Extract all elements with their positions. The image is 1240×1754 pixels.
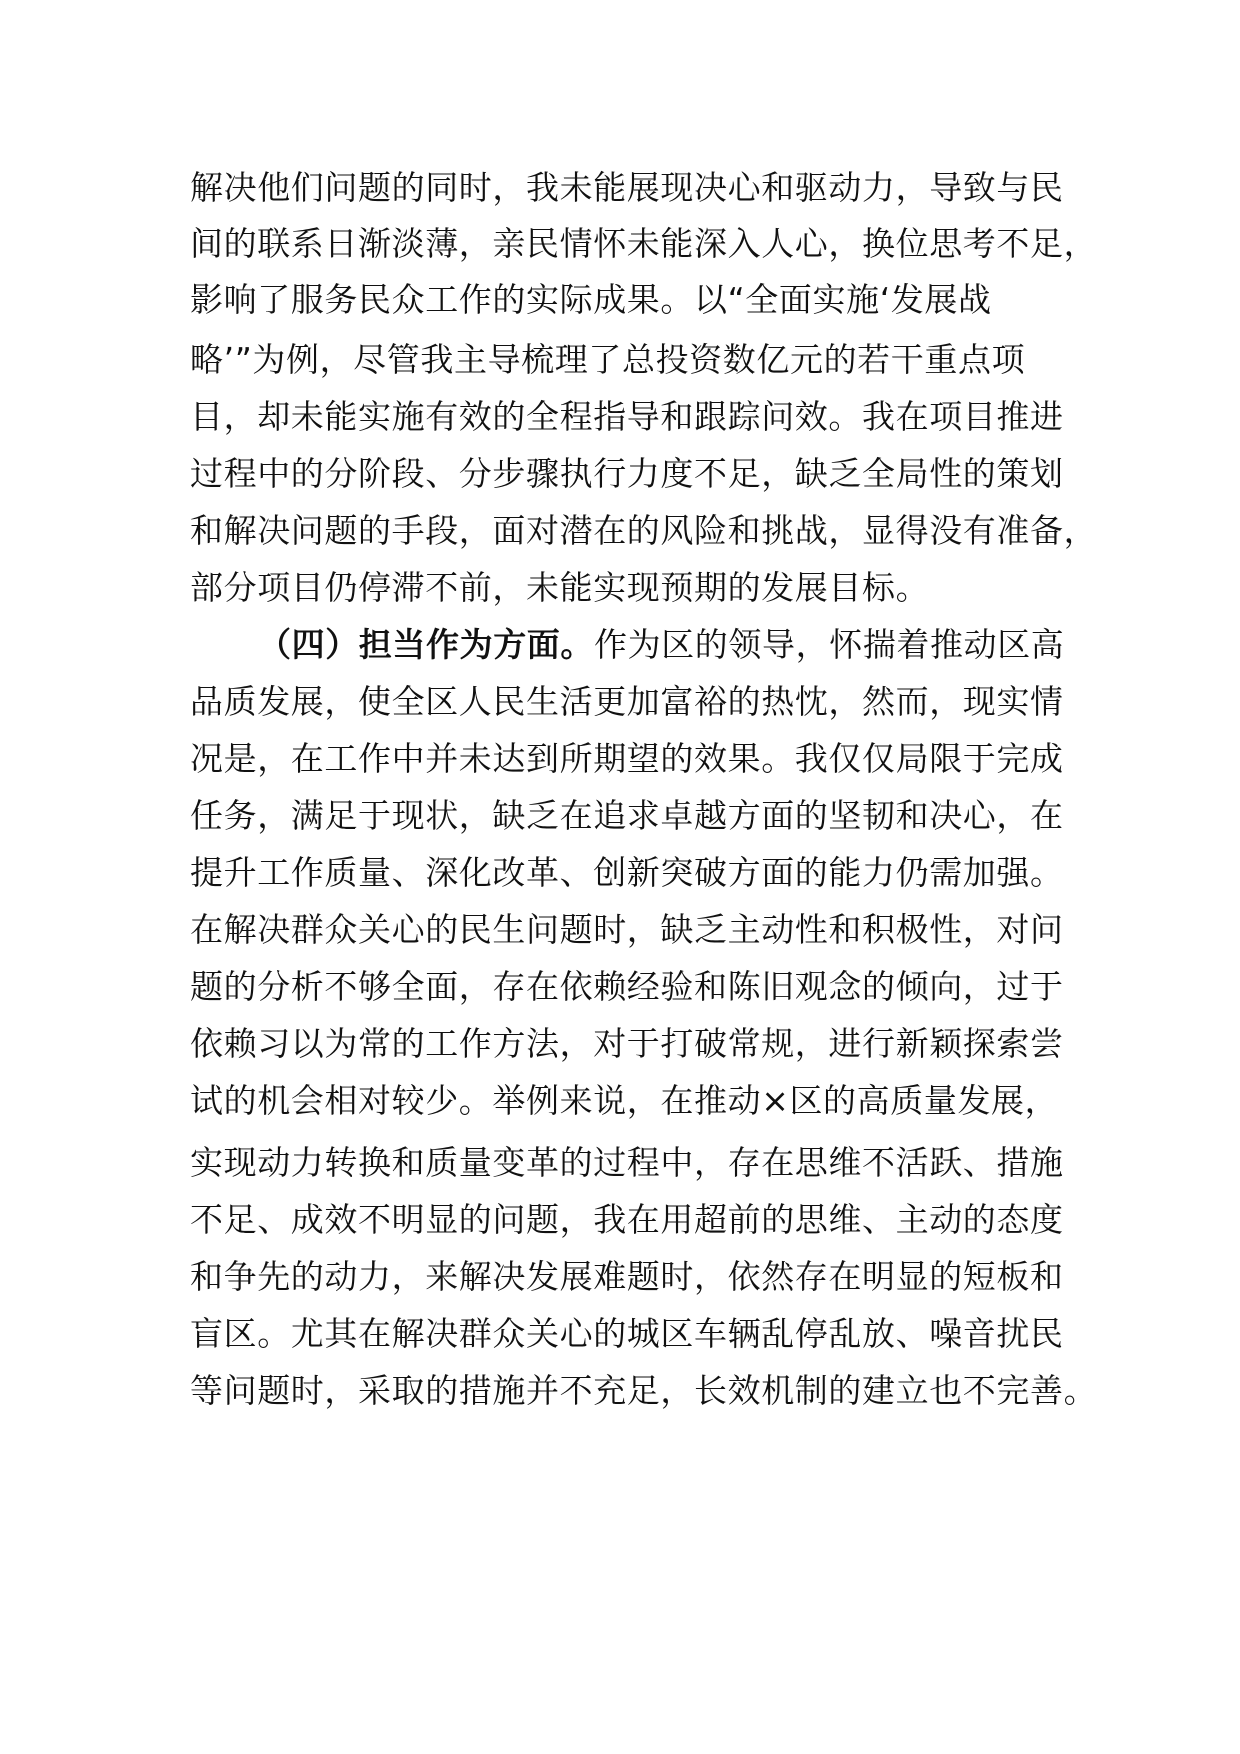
- text-line: 在解决群众关心的民生问题时，缺乏主动性和积极性，对问: [190, 910, 1064, 949]
- text-line: 品质发展，使全区人民生活更加富裕的热忱，然而，现实情: [190, 682, 1064, 721]
- text-line: 试的机会相对较少。举例来说，在推动×区的高质量发展，: [190, 1081, 1059, 1120]
- text-line: 略’”为例，尽管我主导梳理了总投资数亿元的若干重点项: [190, 340, 1026, 379]
- text-line: 和争先的动力，来解决发展难题时，依然存在明显的短板和: [190, 1257, 1064, 1296]
- text-line: 目，却未能实施有效的全程指导和跟踪问效。我在项目推进: [190, 397, 1064, 436]
- text-line: 过程中的分阶段、分步骤执行力度不足，缺乏全局性的策划: [190, 454, 1064, 493]
- text-line: 盲区。尤其在解决群众关心的城区车辆乱停乱放、噪音扰民: [190, 1314, 1064, 1353]
- text-line: 等问题时，采取的措施并不充足，长效机制的建立也不完善。: [190, 1371, 1098, 1410]
- text-line: 任务，满足于现状，缺乏在追求卓越方面的坚韧和决心，在: [190, 796, 1064, 835]
- text-line: 间的联系日渐淡薄，亲民情怀未能深入人心，换位思考不足，: [190, 224, 1098, 263]
- text-line: 部分项目仍停滞不前，未能实现预期的发展目标。: [190, 568, 930, 607]
- text-line: 况是，在工作中并未达到所期望的效果。我仅仅局限于完成: [190, 739, 1064, 778]
- section-heading-text: 作为区的领导，怀揣着推动区高: [594, 625, 1065, 664]
- text-line: 和解决问题的手段，面对潜在的风险和挑战，显得没有准备，: [190, 511, 1098, 550]
- text-line: 题的分析不够全面，存在依赖经验和陈旧观念的倾向，过于: [190, 967, 1064, 1006]
- text-line: 提升工作质量、深化改革、创新突破方面的能力仍需加强。: [190, 853, 1064, 892]
- text-line: 解决他们问题的同时，我未能展现决心和驱动力，导致与民: [190, 168, 1064, 207]
- text-line: 实现动力转换和质量变革的过程中，存在思维不活跃、措施: [190, 1143, 1064, 1182]
- section-heading-line: [258, 623, 1064, 667]
- text-line: 影响了服务民众工作的实际成果。以“全面实施‘发展战: [190, 280, 992, 319]
- text-line: 依赖习以为常的工作方法，对于打破常规，进行新颖探索尝: [190, 1024, 1064, 1063]
- text-line: 不足、成效不明显的问题，我在用超前的思维、主动的态度: [190, 1200, 1064, 1239]
- section-heading: （四）担当作为方面。: [258, 625, 594, 664]
